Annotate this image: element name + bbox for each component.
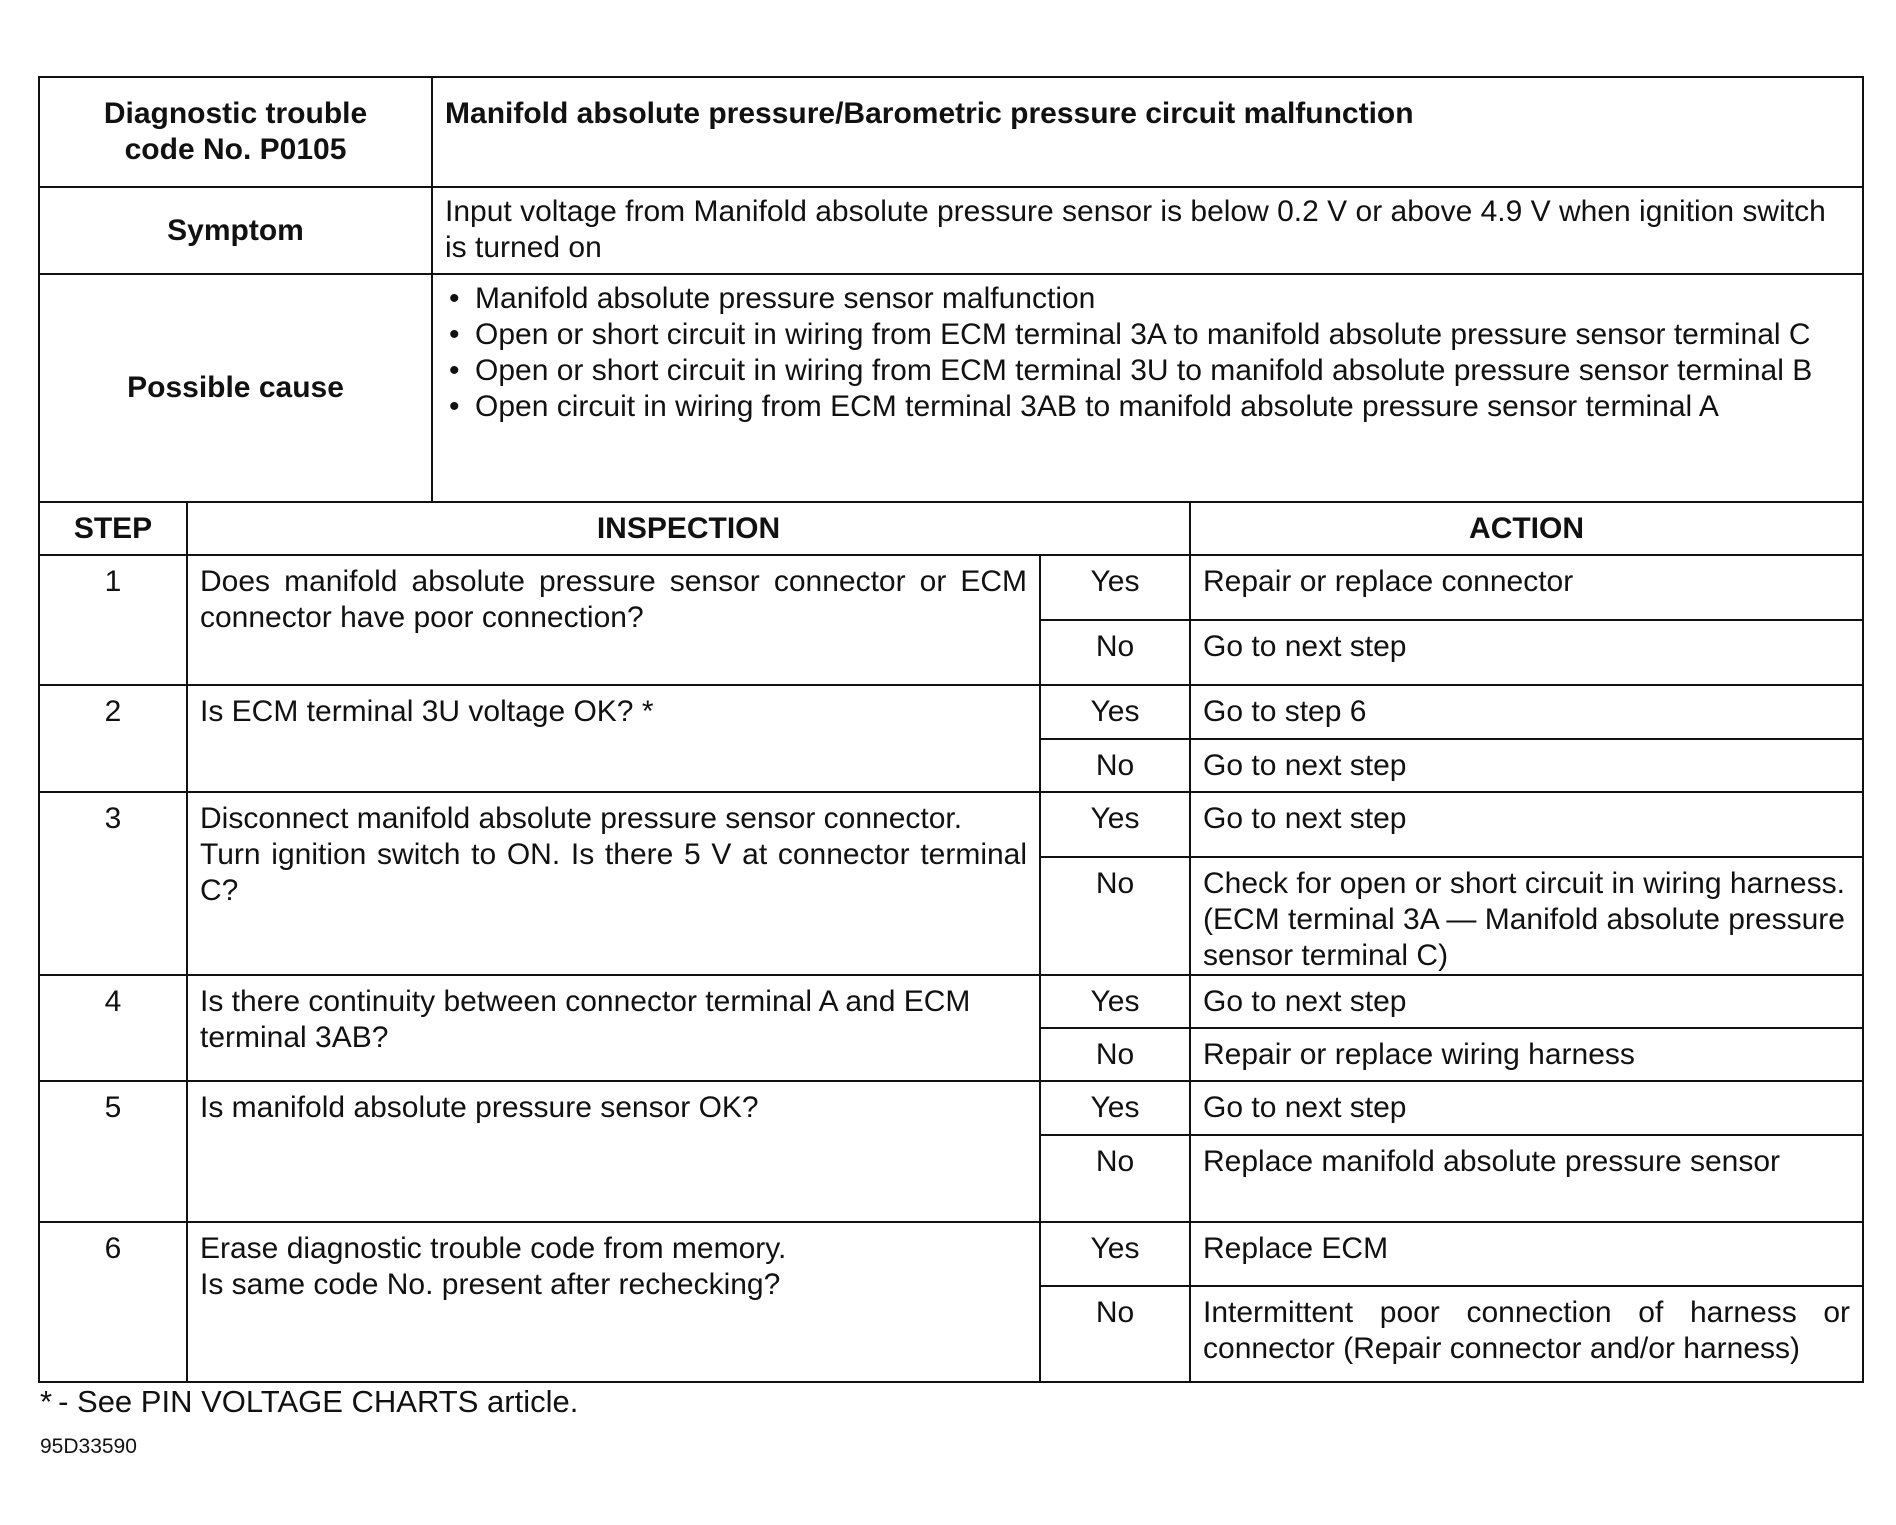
dtc-label-line1: Diagnostic trouble (103, 97, 368, 130)
inspection-line: Erase diagnostic trouble code from memory. (200, 1232, 787, 1265)
diagnostic-table (38, 76, 1864, 1383)
step-number: 4 (39, 975, 187, 1081)
no-label: No (1040, 620, 1190, 685)
step-row (39, 685, 1863, 739)
no-label: No (1040, 1028, 1190, 1081)
inspection-text (187, 1222, 1040, 1382)
inspection-line: Is there continuity between connector terminal A and ECM terminal 3AB? (200, 985, 971, 1054)
cause-item: • Open or short circuit in wiring from ECM terminal 3U to manifold absolute pressure sensor terminal B (445, 353, 1850, 389)
yes-label: Yes (1040, 685, 1190, 739)
no-action: Repair or replace wiring harness (1190, 1028, 1863, 1081)
no-label: No (1040, 857, 1190, 975)
step-row (39, 1222, 1863, 1286)
footnote (40, 1384, 578, 1420)
yes-label: Yes (1040, 1081, 1190, 1135)
yes-label: Yes (1040, 975, 1190, 1028)
step-number: 3 (39, 792, 187, 975)
no-label: No (1040, 739, 1190, 792)
no-label: No (1040, 1135, 1190, 1222)
symptom-label: Symptom (39, 187, 432, 274)
inspection-text (187, 555, 1040, 685)
yes-action: Go to next step (1190, 792, 1863, 857)
step-number: 2 (39, 685, 187, 792)
yes-action: Go to next step (1190, 1081, 1863, 1135)
inspection-column-header: INSPECTION (187, 502, 1190, 555)
cause-item: • Open circuit in wiring from ECM terminal 3AB to manifold absolute pressure sensor terminal A (445, 389, 1850, 425)
step-row (39, 792, 1863, 857)
dtc-label-line2: code No. P0105 (124, 133, 347, 166)
header-row (39, 77, 1863, 187)
inspection-line: Is manifold absolute pressure sensor OK? (200, 1091, 759, 1124)
inspection-line: Disconnect manifold absolute pressure sensor connector. (200, 802, 963, 835)
step-number: 6 (39, 1222, 187, 1382)
inspection-line: Is same code No. present after rechecking? (200, 1268, 781, 1301)
yes-action: Repair or replace connector (1190, 555, 1863, 620)
no-action: Replace manifold absolute pressure sensor (1190, 1135, 1863, 1222)
step-column-header: STEP (39, 502, 187, 555)
possible-cause-cell (432, 274, 1863, 502)
no-action: Go to next step (1190, 739, 1863, 792)
yes-label: Yes (1040, 1222, 1190, 1286)
inspection-text (187, 975, 1040, 1081)
yes-action: Go to next step (1190, 975, 1863, 1028)
inspection-text (187, 685, 1040, 792)
symptom-row (39, 187, 1863, 274)
no-action: Check for open or short circuit in wiring harness. (ECM terminal 3A — Manifold absolute pressure sensor terminal C) (1190, 857, 1863, 975)
step-row (39, 1081, 1863, 1135)
footnote-marker: * (40, 1384, 53, 1419)
step-number: 1 (39, 555, 187, 685)
footnote-text: - See PIN VOLTAGE CHARTS article. (58, 1384, 579, 1419)
possible-cause-list (445, 281, 1850, 425)
possible-cause-label: Possible cause (39, 274, 432, 502)
step-row (39, 555, 1863, 620)
no-action: Go to next step (1190, 620, 1863, 685)
yes-label: Yes (1040, 555, 1190, 620)
step-number: 5 (39, 1081, 187, 1222)
cause-item: • Manifold absolute pressure sensor malfunction (445, 281, 1850, 317)
inspection-text (187, 1081, 1040, 1222)
action-column-header: ACTION (1190, 502, 1863, 555)
no-action: Intermittent poor connection of harness or connector (Repair connector and/or harness) (1190, 1286, 1863, 1382)
inspection-text (187, 792, 1040, 975)
yes-action: Go to step 6 (1190, 685, 1863, 739)
dtc-title: Manifold absolute pressure/Barometric pressure circuit malfunction (432, 77, 1863, 187)
no-label: No (1040, 1286, 1190, 1382)
dtc-label-cell (39, 77, 432, 187)
symptom-text: Input voltage from Manifold absolute pressure sensor is below 0.2 V or above 4.9 V when ignition switch is turned on (432, 187, 1863, 274)
step-row (39, 975, 1863, 1028)
cause-item: • Open or short circuit in wiring from ECM terminal 3A to manifold absolute pressure sensor terminal C (445, 317, 1850, 353)
yes-action: Replace ECM (1190, 1222, 1863, 1286)
inspection-line: Does manifold absolute pressure sensor connector or ECM connector have poor connection? (200, 565, 1028, 634)
inspection-line: Turn ignition switch to ON. Is there 5 V at connector terminal C? (200, 838, 1028, 907)
possible-cause-row (39, 274, 1863, 502)
yes-label: Yes (1040, 792, 1190, 857)
inspection-line: Is ECM terminal 3U voltage OK? * (200, 695, 654, 728)
column-header-row (39, 502, 1863, 555)
figure-code: 95D33590 (40, 1435, 137, 1458)
